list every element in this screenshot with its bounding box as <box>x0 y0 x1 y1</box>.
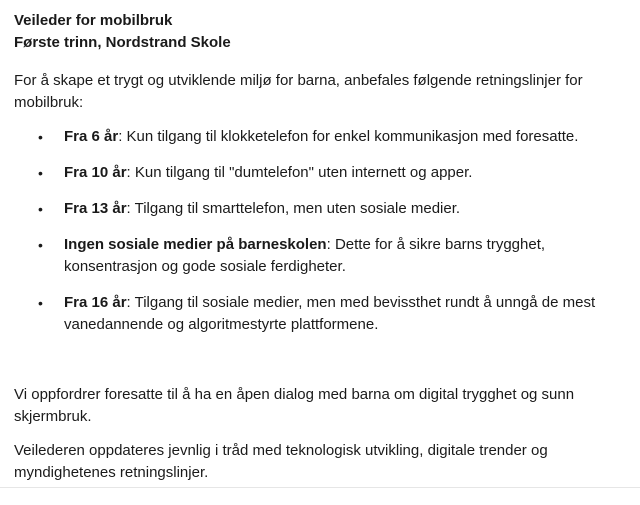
guideline-item-age-16 <box>14 292 620 336</box>
guideline-separator: : <box>326 236 331 253</box>
guideline-item-age-10 <box>14 162 620 184</box>
guideline-item-age-13 <box>14 198 620 220</box>
bullet-icon: • <box>38 237 43 253</box>
guideline-separator: : <box>126 200 131 217</box>
document-title: Veileder for mobilbruk <box>14 12 173 29</box>
guideline-separator: : <box>126 294 131 311</box>
document-subtitle: Første trinn, Nordstrand Skole <box>14 34 231 51</box>
guideline-text: Kun tilgang til "dumtelefon" uten internett og apper. <box>130 164 473 181</box>
guideline-separator: : <box>126 164 131 181</box>
bullet-icon: • <box>38 129 43 145</box>
closing-paragraph: Vi oppfordrer foresatte til å ha en åpen dialog med barna om digital trygghet og sunn skjermbruk. <box>14 386 575 425</box>
bottom-divider <box>0 487 640 488</box>
guideline-separator: : <box>118 128 123 145</box>
guideline-item-no-social-media <box>14 234 620 278</box>
guideline-list <box>14 126 620 336</box>
guideline-lead: Fra 13 år <box>64 200 127 217</box>
update-note-paragraph: Veilederen oppdateres jevnlig i tråd med teknologisk utvikling, digitale trender og myndighetenes retningslinjer. <box>14 442 548 481</box>
guideline-lead: Fra 6 år <box>64 128 119 145</box>
guideline-lead: Fra 16 år <box>64 294 127 311</box>
guideline-text: Tilgang til sosiale medier, men med bevissthet rundt å unngå de mest vanedannende og algoritmestyrte plattformene. <box>64 294 596 333</box>
bullet-icon: • <box>38 201 43 217</box>
document-body <box>14 10 620 484</box>
guideline-text: Dette for å sikre barns trygghet, konsentrasjon og gode sosiale ferdigheter. <box>64 236 546 275</box>
bullet-icon: • <box>38 165 43 181</box>
guideline-text: Tilgang til smarttelefon, men uten sosiale medier. <box>130 200 461 217</box>
intro-paragraph: For å skape et trygt og utviklende miljø for barna, anbefales følgende retningslinjer for mobilbruk: <box>14 72 583 111</box>
bullet-icon: • <box>38 295 43 311</box>
guideline-text: Kun tilgang til klokketelefon for enkel kommunikasjon med foresatte. <box>122 128 579 145</box>
guideline-lead: Ingen sosiale medier på barneskolen <box>64 236 327 253</box>
guideline-lead: Fra 10 år <box>64 164 127 181</box>
guideline-item-age-6 <box>14 126 620 148</box>
